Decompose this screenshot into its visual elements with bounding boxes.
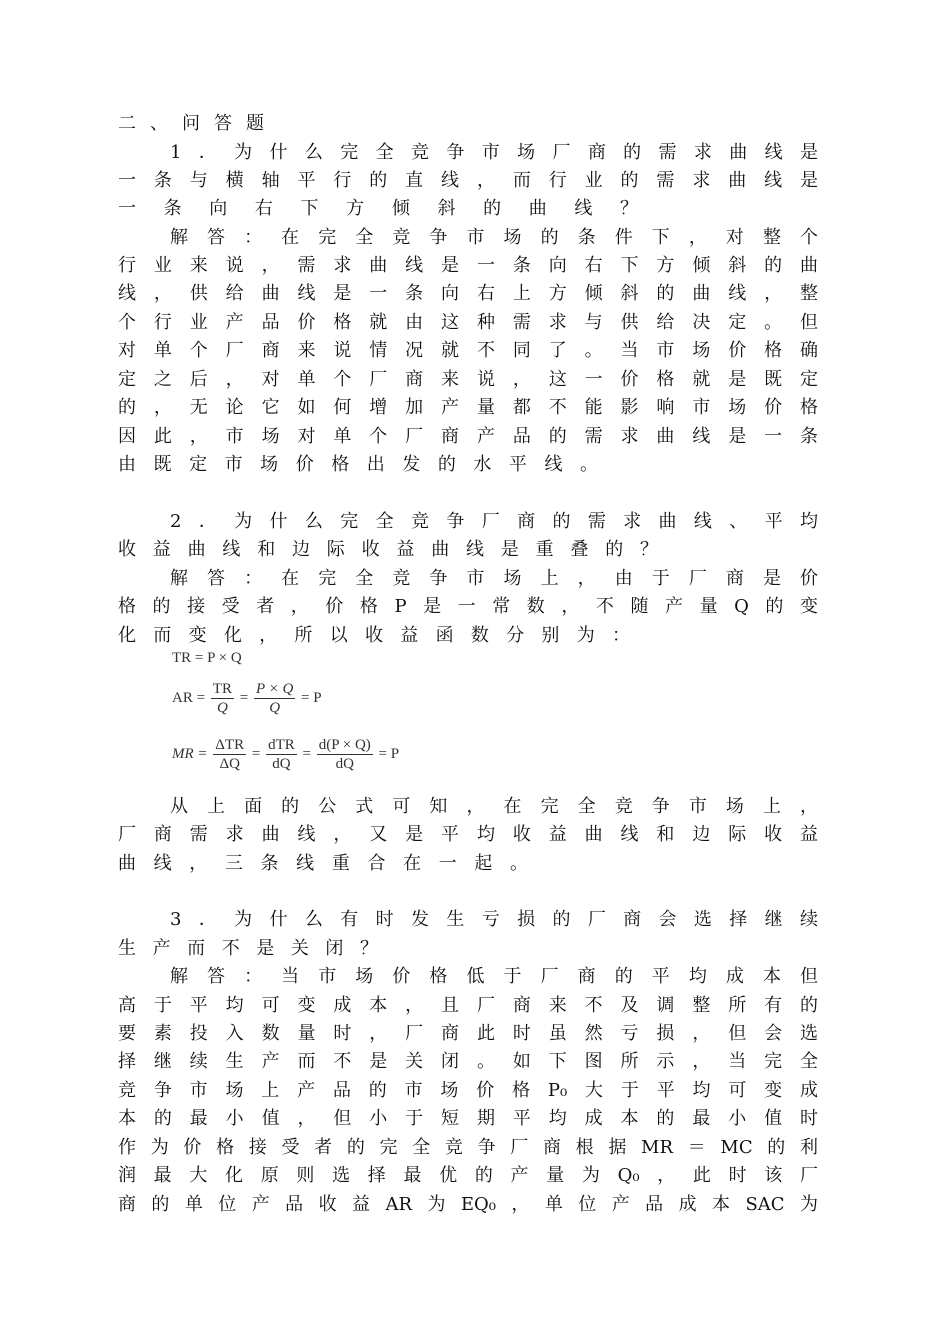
q2-answer-line: 格的接受者，价格P是一常数，不随产量Q的变 [118,596,818,617]
formula-mr-lhs: MR = [172,745,208,762]
q2-answer-line: 化而变化，所以收益函数分别为： [118,625,630,646]
q1-question-line: 一条向右下方倾斜的曲线？ [118,198,638,219]
q1-answer-line: 由既定市场价格出发的水平线。 [118,454,598,475]
formula-fraction [213,736,246,773]
fraction-denominator: Q [269,700,281,716]
fraction-numerator: P × Q [255,681,294,697]
formula-tr: TR = P × Q [172,650,242,666]
q2-answer-line: 解答：在完全竞争市场上，由于厂商是价 [170,568,818,589]
equals-sign: = [239,689,249,706]
formula-fraction [317,736,373,773]
q2-conclusion-line: 从上面的公式可知，在完全竞争市场上， [170,796,818,817]
q2-conclusion-line: 曲线，三条线重合在一起。 [118,853,528,874]
formula-ar-rhs: = P [301,689,322,706]
q3-question-line: 生产而不是关闭？ [118,938,378,959]
q1-question-line: 一条与横轴平行的直线，而行业的需求曲线是 [118,170,818,191]
q3-answer-line: 润最大化原则选择最优的产量为Q₀，此时该厂 [118,1165,818,1186]
q1-answer-line: 对单个厂商来说情况就不同了。当市场价格确 [118,340,818,361]
formula-ar [172,680,322,717]
formula-mr [172,736,399,773]
fraction-denominator: ΔQ [219,756,240,772]
formula-fraction [266,736,297,773]
q3-answer-line: 解答：当市场价格低于厂商的平均成本但 [170,966,818,987]
q3-answer-line: 择继续生产而不是关闭。如下图所示，当完全 [118,1051,818,1072]
fraction-numerator: dTR [268,737,295,753]
fraction-denominator: dQ [272,756,291,772]
section-title: 二、问答题 [118,113,278,134]
q1-answer-line: 线，供给曲线是一条向右上方倾斜的曲线，整 [118,283,818,304]
q1-question-line: 1．为什么完全竞争市场厂商的需求曲线是 [170,142,818,163]
q1-answer-line: 解答：在完全竞争市场的条件下，对整个 [170,227,818,248]
q2-question-line: 2．为什么完全竞争厂商的需求曲线、平均 [170,511,818,532]
formula-fraction [254,680,295,717]
q1-answer-line: 定之后，对单个厂商来说，这一价格就是既定 [118,369,818,390]
equals-sign: = [302,745,311,762]
q1-answer-line: 个行业产品价格就由这种需求与供给决定。但 [118,312,818,333]
q1-answer-line: 因此，市场对单个厂商产品的需求曲线是一条 [118,426,818,447]
q3-question-line: 3．为什么有时发生亏损的厂商会选择继续 [170,909,818,930]
q3-answer-line: 商的单位产品收益AR为EQ₀，单位产品成本SAC为 [118,1194,818,1215]
fraction-numerator: ΔTR [215,737,245,753]
fraction-denominator: Q [216,700,228,716]
formula-mr-rhs: = P [378,745,400,762]
equals-sign: = [251,745,261,762]
q2-question-line: 收益曲线和边际收益曲线是重叠的？ [118,539,658,560]
fraction-numerator: TR [212,681,232,697]
formula-fraction [211,680,234,717]
fraction-numerator: d(P × Q) [318,737,371,753]
q1-answer-line: 行业来说，需求曲线是一条向右下方倾斜的曲 [118,255,818,276]
q3-answer-line: 要素投入数量时，厂商此时虽然亏损，但会选 [118,1023,818,1044]
q2-conclusion-line: 厂商需求曲线，又是平均收益曲线和边际收益 [118,824,818,845]
q3-answer-line: 本的最小值，但小于短期平均成本的最小值时 [118,1108,818,1129]
q3-answer-line: 高于平均可变成本，且厂商来不及调整所有的 [118,995,818,1016]
q3-answer-line: 作为价格接受者的完全竞争厂商根据MR＝MC的利 [118,1137,818,1158]
fraction-denominator: dQ [335,756,354,772]
q3-answer-line: 竞争市场上产品的市场价格P₀大于平均可变成 [118,1080,818,1101]
formula-ar-lhs: AR = [172,689,206,706]
q1-answer-line: 的，无论它如何增加产量都不能影响市场价格 [118,397,818,418]
